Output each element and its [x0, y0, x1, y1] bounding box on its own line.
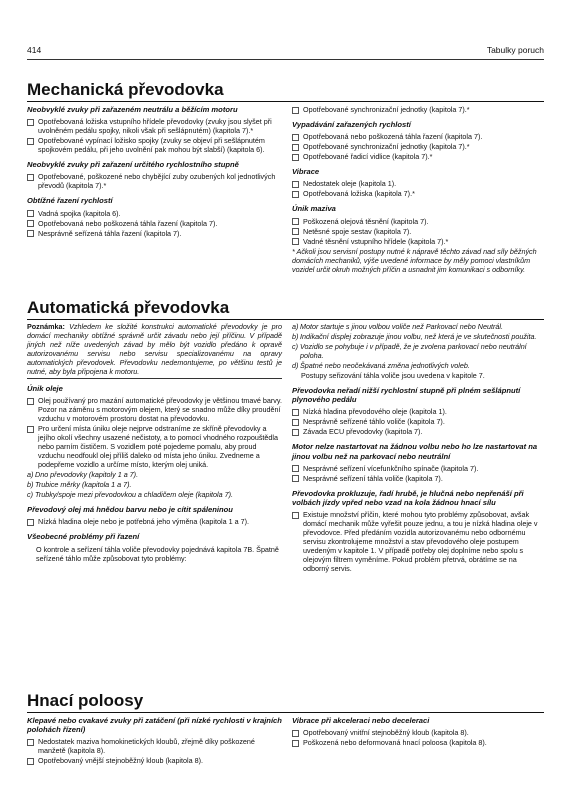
checklist-item [27, 229, 282, 238]
trouble-heading: Neobvyklé zvuky při zařazeném neutrálu a běžícím motoru [27, 105, 238, 114]
checkbox-icon [292, 465, 299, 472]
heading-slip: Převodovka prokluzuje, řadí hrubě, je hlučná nebo nepřenáší při volbách jízdy vpřed nebo vzad na kola žádnou hnací sílu [292, 488, 524, 508]
checkbox-icon [292, 134, 299, 141]
item-text: Indikační displej zobrazuje jinou volbu, než která je ve skutečnosti použita. [300, 332, 537, 341]
checkbox-icon [292, 154, 299, 161]
checklist-item-text: Nedostatek oleje (kapitola 1). [303, 179, 397, 189]
checkbox-icon [292, 218, 299, 225]
checklist-item [292, 189, 544, 198]
checklist-item-text: Opotřebovaná ložiska (kapitola 7).* [303, 189, 415, 199]
lettered-item [292, 361, 544, 370]
checklist-item-text: Opotřebované synchronizační jednotky (kapitola 7).* [303, 105, 470, 114]
running-title: Tabulky poruch [486, 45, 544, 55]
note-rule [27, 378, 282, 379]
note-text: Vzhledem ke složité konstrukci automatické převodovky je pro domácí mechaniky obtížné správně určit závadu nebo její příčinu. V případě jiných než níže uvedených závad by mělo být vozidlo předáno k opravě autorizovanému servisu nebo servisu specializovanému na opravy automatických převodovek. Převodovku nedemontujeme, po většinu testů je nutné, aby byla připojena k motoru. [27, 322, 283, 376]
checkbox-icon [27, 398, 34, 405]
checklist-item-text: Opotřebovaná nebo poškozená táhla řazení (kapitola 7). [303, 132, 483, 142]
checklist-item-text: Opotřebovaný vnitřní stejnoběžný kloub (kapitola 8). [303, 728, 469, 738]
header-rule [27, 59, 544, 60]
item-letter: b) [292, 332, 299, 341]
checklist-item-text: Vadná spojka (kapitola 6). [38, 208, 121, 218]
trouble-list [292, 105, 544, 114]
checklist-item-text: Nedostatek maziva homokinetických kloubů, zřejmě díky poškozené manžetě (kapitola 8). [38, 737, 255, 756]
checkbox-icon [27, 230, 34, 237]
trouble-heading: Neobvyklé zvuky při zařazení určitého rychlostního stupně [27, 160, 239, 170]
checkbox-icon [27, 426, 34, 433]
trouble-list [27, 209, 282, 238]
note-paragraph [27, 322, 282, 376]
checklist-item-text: Opotřebovaná ložiska vstupního hřídele převodovky (zvuky jsou slyšet při uvolněném pedálu spojky, nikoli však při sešlápnutém) (kapitola 7).* [38, 117, 272, 136]
item-letter: a) [292, 322, 299, 331]
checkbox-icon [27, 220, 34, 227]
section-rule-driveshafts [27, 712, 544, 713]
item-letter: d) [292, 361, 299, 370]
checkbox-icon [27, 119, 34, 126]
section-rule-manual [27, 101, 544, 102]
checklist-item [27, 136, 282, 154]
heading-no-downshift: Převodovka neřadí nižší rychlostní stupně při plném sešlápnutí plynového pedálu [292, 386, 521, 405]
checklist-item [27, 209, 282, 218]
checklist-item-text: Pro určení místa úniku oleje nejprve odstraníme ze skříně převodovky a jejího okolí všechny usazené nečistoty, a to pomocí vhodného rozpouštědla nebo parním čističem. S vozidlem poté pojedeme pomalu, aby proud vzduchu neodfoukl olej příliš daleko od místa jeho úniku. Zvedneme a podepřeme vozidlo a určíme místo, kterým olej uniká. [38, 424, 278, 470]
heading-vibration-accel: Vibrace při akceleraci nebo deceleraci [292, 716, 430, 725]
heading-brown-oil: Převodový olej má hnědou barvu nebo je cítit spáleninou [27, 505, 233, 515]
checklist-item [27, 172, 282, 190]
checklist-item [27, 396, 282, 423]
checklist-item-text: Opotřebované synchronizační jednotky (kapitola 7).* [303, 142, 470, 152]
trouble-list [27, 172, 282, 190]
item-letter: b) [27, 480, 34, 490]
item-text: Motor startuje s jinou volbou voliče než Parkovací nebo Neutrál. [300, 322, 503, 331]
checkbox-icon [292, 181, 299, 188]
checklist-item [292, 227, 544, 236]
checklist-item [27, 117, 282, 135]
vibration-accel-list [292, 728, 544, 747]
lettered-item [292, 322, 544, 331]
checkbox-icon [292, 228, 299, 235]
selector-problem-list [292, 322, 544, 370]
heading-knock: Klepavé nebo cvakavé zvuky při zatáčení (při nízké rychlosti v krajních polohách řízení) [27, 716, 282, 735]
slip-list [292, 510, 544, 573]
checklist-item-text: Existuje množství příčin, které mohou tyto problémy způsobovat, avšak domácí mechanik může vyřešit pouze jednu, a tou je nízká hladina oleje v převodovce. Před předáním vozidla autorizovanému nebo odbornému servisu zkontrolujeme množství a stav převodového oleje postupem uvedeným v kapitole 1. V případě potřeby olej doplníme nebo spolu s olejovým filtrem vyměníme. Pokud problém přetrvá, obrátíme se na odborný servis. [303, 510, 538, 574]
driveshafts-left-column [27, 714, 282, 766]
checklist-item [292, 179, 544, 188]
section-title-manual: Mechanická převodovka [27, 80, 224, 99]
checkbox-icon [292, 740, 299, 747]
lettered-item [292, 342, 544, 360]
item-text: Vozidlo se pohybuje i v případě, že je zvolena parkovací nebo neutrální poloha. [300, 342, 527, 360]
manual-right-column [292, 103, 544, 276]
checklist-item [292, 427, 544, 436]
oil-leak-list [27, 396, 282, 469]
checklist-item-text: Opotřebované, poškozené nebo chybějící zuby ozubených kol jednotlivých převodů (kapitola 7).* [38, 172, 276, 191]
checklist-item [27, 219, 282, 228]
checkbox-icon [292, 512, 299, 519]
trouble-list [292, 132, 544, 161]
checklist-item [292, 738, 544, 747]
trouble-heading: Vypadávání zařazených rychlostí [292, 120, 411, 129]
checklist-item [292, 152, 544, 161]
automatic-left-column [27, 322, 282, 565]
brown-oil-list [27, 517, 282, 526]
trouble-list [292, 217, 544, 246]
oil-leak-sublist [27, 470, 282, 499]
checklist-item [292, 132, 544, 141]
checklist-item-text: Opotřebované řadicí vidlice (kapitola 7).* [303, 152, 433, 162]
checklist-item-text: Netěsné spoje sestav (kapitola 7). [303, 226, 412, 236]
checklist-item-text: Vadné těsnění vstupního hřídele (kapitola 7).* [303, 236, 449, 246]
checklist-item [292, 105, 544, 114]
trouble-heading: Obtížné řazení rychlostí [27, 196, 113, 206]
trouble-heading: Únik maziva [292, 204, 336, 214]
checkbox-icon [27, 174, 34, 181]
page-header [27, 45, 544, 59]
no-start-list [292, 464, 544, 483]
checklist-item-text: Nesprávně seřízené táhlo voliče (kapitola 7). [303, 417, 445, 427]
checklist-item [292, 217, 544, 226]
item-letter: c) [27, 490, 33, 500]
trouble-list [27, 117, 282, 154]
item-text: Trubice měrky (kapitola 1 a 7). [35, 480, 132, 490]
section-rule-automatic [27, 319, 544, 320]
checklist-item [292, 464, 544, 473]
checklist-item-text: Závada ECU převodovky (kapitola 7). [303, 427, 423, 437]
checklist-item [292, 407, 544, 416]
checkbox-icon [27, 210, 34, 217]
heading-no-start: Motor nelze nastartovat na žádnou volbu nebo ho lze nastartovat na jinou volbu než na parkovací nebo neutrální [292, 442, 538, 461]
item-text: Dno převodovky (kapitoly 1 a 7). [35, 470, 139, 480]
general-text: O kontrole a seřízení táhla voliče převodovky pojednává kapitola 7B. Špatně seřízené táhlo může způsobovat tyto problémy: [36, 544, 279, 563]
checkbox-icon [292, 144, 299, 151]
item-letter: a) [27, 470, 34, 480]
checklist-item-text: Poškozená nebo deformovaná hnací poloosa (kapitola 8). [303, 738, 487, 748]
checklist-item-text: Poškozená olejová těsnění (kapitola 7). [303, 216, 429, 226]
checklist-item-text: Nízká hladina oleje nebo je potřebná jeho výměna (kapitola 1 a 7). [38, 517, 249, 527]
checkbox-icon [292, 409, 299, 416]
checkbox-icon [292, 730, 299, 737]
checkbox-icon [292, 475, 299, 482]
item-letter: c) [292, 342, 298, 351]
checklist-item-text: Opotřebovaný vnější stejnoběžný kloub (kapitola 8). [38, 756, 204, 766]
section-title-automatic: Automatická převodovka [27, 298, 230, 317]
heading-oil-leak: Únik oleje [27, 384, 63, 393]
lettered-item [27, 480, 282, 489]
checklist-item [292, 510, 544, 573]
checklist-item [27, 424, 282, 469]
trouble-list [292, 179, 544, 198]
checklist-item-text: Nesprávně seřízená táhla řazení (kapitola 7). [38, 228, 182, 238]
page-number: 414 [27, 45, 42, 55]
checklist-item [292, 417, 544, 426]
checklist-item [27, 737, 282, 755]
note-label: Poznámka: [27, 322, 65, 331]
checklist-item-text: Nesprávné seřízení táhla voliče (kapitola 7). [303, 473, 443, 483]
item-text: Špatné nebo neočekávaná změna jednotlivých voleb. [300, 361, 470, 370]
item-text: Trubky/spoje mezi převodovkou a chladičem oleje (kapitola 7). [35, 490, 234, 500]
automatic-right-column [292, 322, 544, 574]
checkbox-icon [292, 191, 299, 198]
knock-list [27, 737, 282, 765]
checklist-item [27, 517, 282, 526]
checkbox-icon [27, 739, 34, 746]
checklist-item-text: Olej používaný pro mazání automatické převodovky je většinou tmavé barvy. Pozor na záměnu s motorovým olejem, který se snadno může díky proudění vzduchu v motorovém prostoru dostat na převodovku. [38, 396, 282, 424]
heading-general: Všeobecné problémy při řazení [27, 532, 140, 542]
checkbox-icon [292, 419, 299, 426]
checklist-item [292, 142, 544, 151]
checkbox-icon [292, 429, 299, 436]
footnote: * Ačkoli jsou servisní postupy nutné k nápravě těchto závad nad síly běžných domácích mechaniků, výše uvedené informace by měly pomoci vlastníkům vozidel určit okruh možných příčin a usnadnit jim komunikaci s odborníky. [292, 246, 537, 274]
checklist-item-text: Opotřebovaná nebo poškozená táhla řazení (kapitola 7). [38, 218, 218, 228]
checklist-item [27, 756, 282, 765]
checklist-item [292, 237, 544, 246]
checklist-item-text: Nesprávné seřízení vícefunkčního spínače (kapitola 7). [303, 463, 479, 473]
checklist-item [292, 728, 544, 737]
lettered-item [27, 490, 282, 499]
checklist-item-text: Opotřebované vypínací ložisko spojky (zvuky se objeví při sešlápnutém spojkovém pedálu, při jeho uvolnění pak mohou být slabší) (kapitola 6). [38, 136, 265, 155]
checkbox-icon [27, 758, 34, 765]
no-downshift-list [292, 407, 544, 436]
trouble-heading: Vibrace [292, 167, 320, 177]
lettered-item [292, 332, 544, 341]
section-title-driveshafts: Hnací poloosy [27, 691, 144, 710]
checklist-item [292, 474, 544, 483]
manual-left-column [27, 103, 282, 239]
checkbox-icon [292, 238, 299, 245]
lettered-item [27, 470, 282, 479]
checkbox-icon [27, 519, 34, 526]
driveshafts-right-column [292, 714, 544, 748]
checkbox-icon [292, 107, 299, 114]
checklist-item-text: Nízká hladina převodového oleje (kapitola 1). [303, 407, 447, 417]
selector-adjust-text: Postupy seřizování táhla voliče jsou uvedena v kapitole 7. [301, 371, 485, 380]
checkbox-icon [27, 138, 34, 145]
